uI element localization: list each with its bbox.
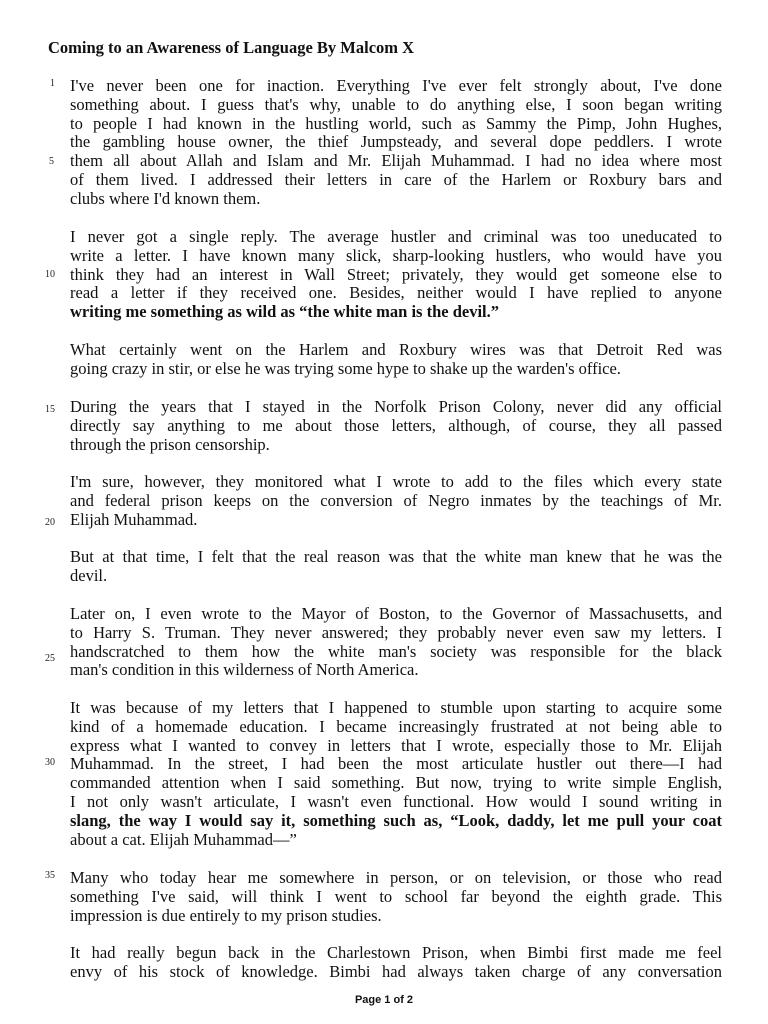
text-line: about a cat. Elijah Muhammad—” [70, 829, 297, 849]
line-number: 1 [50, 78, 55, 89]
line-number: 20 [45, 517, 55, 528]
paragraph-3 [70, 341, 722, 379]
line-number: 25 [45, 653, 55, 664]
text-line: I've never been one for inaction. Everything I've ever felt strongly about, I've done [70, 76, 722, 95]
text-line: What certainly went on the Harlem and Roxbury wires was that Detroit Red was [70, 340, 722, 359]
text-line: clubs where I'd known them. [70, 188, 261, 208]
paragraph-1 [70, 77, 722, 209]
text-line: to people I had known in the hustling world, such as Sammy the Pimp, John Hughes, [70, 113, 722, 133]
text-line: through the prison censorship. [70, 434, 270, 454]
line-number: 15 [45, 404, 55, 415]
text-line: slang, the way I would say it, something such as, “Look, daddy, let me pull your coat [70, 810, 722, 830]
text-line: kind of a homemade education. I became increasingly frustrated at not being able to [70, 716, 722, 736]
text-line: Many who today hear me somewhere in person, or on television, or those who read [70, 868, 722, 887]
text-line: envy of his stock of knowledge. Bimbi had always taken charge of any conversation [70, 961, 722, 981]
text-line: I never got a single reply. The average hustler and criminal was too uneducated to [70, 227, 722, 246]
paragraph-8 [70, 699, 722, 849]
text-line: I not only wasn't articulate, I wasn't even functional. How would I sound writing in [70, 791, 722, 811]
page-footer: Page 1 of 2 [354, 994, 414, 1006]
text-line: of them lived. I addressed their letters in care of the Harlem or Roxbury bars and [70, 169, 722, 189]
text-line: impression is due entirely to my prison studies. [70, 905, 382, 925]
text-line: During the years that I stayed in the Norfolk Prison Colony, never did any official [70, 397, 722, 416]
text-line: the gambling house owner, the thief Jumpsteady, and several dope peddlers. I wrote [70, 132, 722, 152]
paragraph-4 [70, 398, 722, 454]
text-line: think they had an interest in Wall Street; privately, they would get someone else to [70, 264, 722, 284]
text-line: handscratched to them how the white man's society was responsible for the black [70, 641, 722, 661]
text-line: going crazy in stir, or else he was trying some hype to shake up the warden's office. [70, 358, 621, 378]
text-line: I'm sure, however, they monitored what I wrote to add to the files which every state [70, 472, 722, 491]
paragraph-6 [70, 548, 722, 586]
text-line: Muhammad. In the street, I had been the most articulate hustler out there—I had [70, 754, 722, 774]
text-line: It had really begun back in the Charlestown Prison, when Bimbi first made me feel [70, 943, 722, 962]
text-line: commanded attention when I said something. But now, trying to write simple English, [70, 773, 722, 793]
text-line: read a letter if they received one. Besides, neither would I have replied to anyone [70, 283, 722, 303]
paragraph-5 [70, 473, 722, 529]
text-line: and federal prison keeps on the conversion of Negro inmates by the teachings of Mr. [70, 490, 722, 510]
text-line: man's condition in this wilderness of North America. [70, 660, 419, 680]
text-line: express what I wanted to convey in letters that I wrote, especially those to Mr. Elijah [70, 735, 722, 755]
text-line: directly say anything to me about those letters, although, of course, they all passed [70, 415, 722, 435]
text-line: It was because of my letters that I happened to stumble upon starting to acquire some [70, 698, 722, 717]
text-line: Later on, I even wrote to the Mayor of Boston, to the Governor of Massachusetts, and [70, 604, 722, 623]
text-line: something about. I guess that's why, unable to do anything else, I soon began writing [70, 94, 722, 114]
paragraph-7 [70, 605, 722, 680]
text-line: Elijah Muhammad. [70, 509, 198, 529]
line-number: 10 [45, 269, 55, 280]
text-line: writing me something as wild as “the white man is the devil.” [70, 302, 499, 322]
text-line: devil. [70, 565, 108, 585]
paragraph-9 [70, 869, 722, 925]
text-line: them all about Allah and Islam and Mr. Elijah Muhammad. I had no idea where most [70, 151, 722, 171]
document-title: Coming to an Awareness of Language By Malcom X [48, 38, 415, 57]
text-line: something I've said, will think I went to school far beyond the eighth grade. This [70, 886, 722, 906]
text-line: But at that time, I felt that the real reason was that the white man knew that he was the [70, 547, 722, 566]
paragraph-10 [70, 944, 722, 982]
paragraph-2 [70, 228, 722, 322]
line-number: 35 [45, 870, 55, 881]
text-line: write a letter. I have known many slick, sharp-looking hustlers, who would have you [70, 245, 722, 265]
text-line: to Harry S. Truman. They never answered; they probably never even saw my letters. I [70, 622, 722, 642]
line-number: 5 [49, 156, 54, 167]
line-number: 30 [45, 757, 55, 768]
